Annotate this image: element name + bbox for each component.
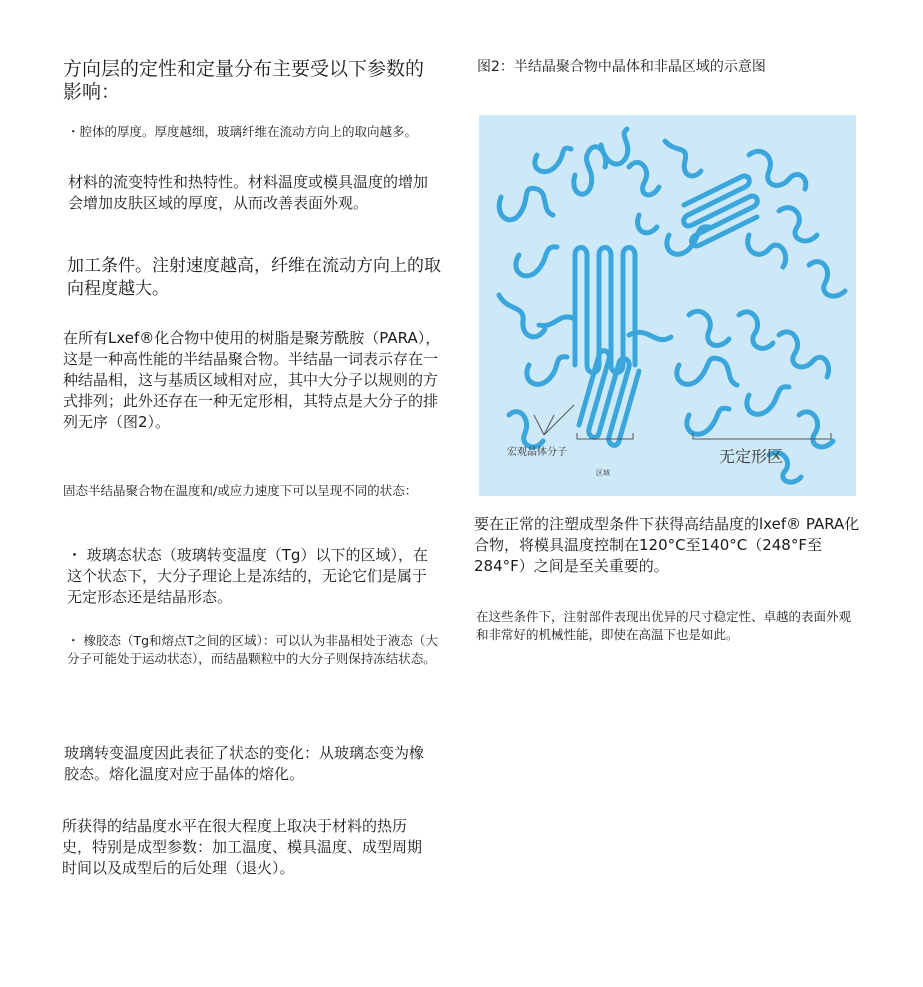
amorphous-chain (499, 188, 553, 220)
annotation-bracket-region (577, 433, 633, 439)
amorphous-chain (638, 215, 657, 233)
paragraph-material-properties: 材料的流变特性和热特性。材料温度或模具温度的增加会增加皮肤区域的厚度，从而改善表面外观。 (68, 173, 429, 212)
amorphous-chain (665, 141, 701, 176)
amorphous-chain (809, 262, 845, 296)
paragraph-glass-transition: 玻璃转变温度因此表征了状态的变化：从玻璃态变为橡胶态。熔化温度对应于晶体的熔化。 (64, 744, 425, 783)
amorphous-chain (689, 311, 729, 345)
amorphous-chain (601, 129, 628, 164)
amorphous-chain (535, 148, 571, 172)
amorphous-chain (509, 412, 543, 447)
label-amorphous-region: 无定形区 (719, 447, 784, 466)
amorphous-chain (799, 412, 833, 447)
bullet-glassy-state: ・ 玻璃态状态（玻璃转变温度（Tg）以下的区域），在这个状态下，大分子理论上是冻结的，无论它们是属于无定形态还是结晶形态。 (67, 546, 428, 606)
amorphous-chain (739, 312, 773, 349)
bullet-cavity-thickness: ・腔体的厚度。厚度越细，玻璃纤维在流动方向上的取向越多。 (67, 124, 418, 139)
amorphous-chain (499, 295, 545, 337)
section-heading: 方向层的定性和定量分布主要受以下参数的影响： (63, 58, 425, 103)
crystalline-lamella (575, 248, 635, 373)
amorphous-chain (779, 208, 817, 241)
paragraph-molding-conditions: 要在正常的注塑成型条件下获得高结晶度的lxef® PARA化合物，将模具温度控制在120°C至140°C（248°F至284°F）之间是至关重要的。 (474, 515, 860, 575)
amorphous-chain (747, 387, 789, 415)
polymer-chain-illustration (479, 115, 856, 496)
label-region: 区域 (596, 469, 610, 477)
amorphous-chain (629, 162, 659, 195)
amorphous-chain (749, 151, 806, 189)
bullet-rubbery-state: ・ 橡胶态（Tg和熔点T之间的区域）：可以认为非晶相处于液态（大分子可能处于运动状态），而结晶颗粒中的大分子则保持冻结状态。 (67, 633, 438, 666)
amorphous-chain (687, 408, 729, 434)
amorphous-chain (527, 357, 567, 385)
paragraph-resin-description: 在所有Lxef®化合物中使用的树脂是聚芳酰胺（PARA），这是一种高性能的半结晶聚合物。半结晶一词表示存在一种结晶相，这与基质区域相对应，其中大分子以规则的方式排列；此外还存在一种无定形相，其特点是大分子的排列无序（图2）。 (63, 329, 441, 431)
semicrystalline-polymer-figure (479, 115, 856, 496)
annotation-bracket-amorphous (693, 433, 831, 439)
annotation-line (534, 405, 574, 435)
amorphous-chain (748, 235, 786, 267)
paragraph-molding-result: 在这些条件下，注射部件表现出优异的尺寸稳定性、卓越的表面外观和非常好的机械性能，即使在高温下也是如此。 (476, 609, 852, 642)
paragraph-crystallinity: 所获得的结晶度水平在很大程度上取决于材料的热历史，特别是成型参数：加工温度、模具温度、成型周期时间以及成型后的后处理（退火）。 (62, 817, 423, 877)
amorphous-chain (779, 332, 829, 377)
paragraph-polymer-states: 固态半结晶聚合物在温度和/或应力速度下可以呈现不同的状态： (63, 483, 418, 498)
paragraph-processing-conditions: 加工条件。注射速度越高，纤维在流动方向上的取向程度越大。 (67, 256, 441, 299)
amorphous-chain (574, 147, 606, 194)
amorphous-chain (516, 247, 557, 276)
amorphous-chain (677, 358, 737, 385)
figure-caption: 图2：半结晶聚合物中晶体和非晶区域的示意图 (477, 59, 766, 75)
amorphous-chain (539, 317, 575, 326)
label-macromolecule: 宏观晶体分子 (507, 447, 567, 458)
